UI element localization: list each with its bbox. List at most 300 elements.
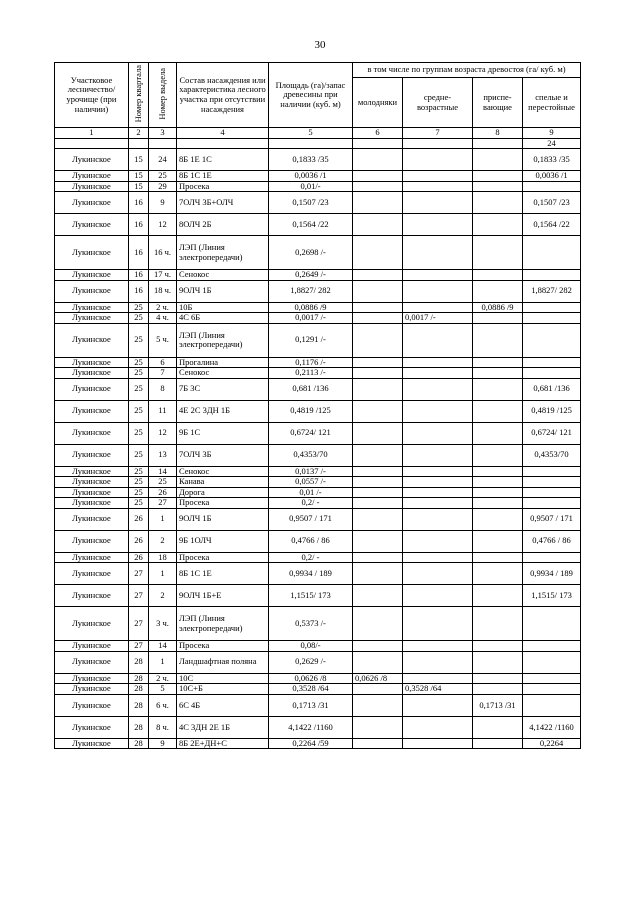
row-middle [403, 270, 473, 281]
row-forestry: Лукинское [55, 214, 129, 236]
row-forestry: Лукинское [55, 563, 129, 585]
row-section: 26 [149, 487, 177, 498]
row-quarter: 15 [129, 149, 149, 171]
row-mature [523, 694, 581, 716]
row-maturing [473, 323, 523, 357]
row-area: 0,01 /- [269, 487, 353, 498]
row-middle: 0,3528 /64 [403, 684, 473, 695]
row-mature: 0,1564 /22 [523, 214, 581, 236]
carry-over-row [55, 138, 581, 149]
row-young [353, 400, 403, 422]
row-section: 13 [149, 444, 177, 466]
row-area: 4,1422 /1160 [269, 716, 353, 738]
row-composition: 7Б 3С [177, 378, 269, 400]
row-middle [403, 400, 473, 422]
row-section: 1 [149, 508, 177, 530]
row-mature: 4,1422 /1160 [523, 716, 581, 738]
row-mature [523, 552, 581, 563]
row-maturing [473, 508, 523, 530]
table-row [55, 466, 581, 477]
row-young [353, 270, 403, 281]
row-maturing: 0,1713 /31 [473, 694, 523, 716]
row-mature: 0,1507 /23 [523, 192, 581, 214]
row-middle [403, 498, 473, 509]
row-young [353, 181, 403, 192]
row-young [353, 192, 403, 214]
row-area: 0,4819 /125 [269, 400, 353, 422]
row-middle [403, 357, 473, 368]
row-composition: ЛЭП (Линия электропередачи) [177, 236, 269, 270]
row-mature: 0,4353/70 [523, 444, 581, 466]
row-maturing [473, 530, 523, 552]
table-row [55, 236, 581, 270]
table-row [55, 280, 581, 302]
row-composition: 6С 4Б [177, 694, 269, 716]
column-number-row [55, 128, 581, 139]
row-forestry: Лукинское [55, 552, 129, 563]
row-mature: 1,1515/ 173 [523, 585, 581, 607]
row-middle [403, 236, 473, 270]
table-row [55, 563, 581, 585]
row-quarter: 16 [129, 280, 149, 302]
row-young [353, 313, 403, 324]
row-section: 27 [149, 498, 177, 509]
row-area: 0,681 /136 [269, 378, 353, 400]
row-maturing [473, 270, 523, 281]
row-middle [403, 563, 473, 585]
table-row [55, 477, 581, 488]
row-forestry: Лукинское [55, 149, 129, 171]
row-mature: 0,4766 / 86 [523, 530, 581, 552]
row-maturing [473, 563, 523, 585]
row-maturing [473, 368, 523, 379]
row-quarter: 26 [129, 552, 149, 563]
row-forestry: Лукинское [55, 684, 129, 695]
row-quarter: 27 [129, 607, 149, 641]
row-area: 0,2698 /- [269, 236, 353, 270]
row-composition: Просека [177, 498, 269, 509]
row-mature: 0,0036 /1 [523, 171, 581, 182]
row-composition: 7ОЛЧ 3Б+ОЛЧ [177, 192, 269, 214]
row-maturing [473, 171, 523, 182]
row-middle [403, 530, 473, 552]
row-section: 2 ч. [149, 673, 177, 684]
row-middle [403, 181, 473, 192]
row-mature: 0,681 /136 [523, 378, 581, 400]
carry-over-value: 24 [523, 138, 581, 149]
row-composition: Дорога [177, 487, 269, 498]
row-composition: 9ОЛЧ 1Б+Е [177, 585, 269, 607]
row-young [353, 280, 403, 302]
row-middle [403, 323, 473, 357]
row-area: 0,0626 /8 [269, 673, 353, 684]
row-forestry: Лукинское [55, 585, 129, 607]
row-section: 8 ч. [149, 716, 177, 738]
row-section: 2 [149, 585, 177, 607]
row-quarter: 25 [129, 357, 149, 368]
row-maturing [473, 149, 523, 171]
row-middle [403, 641, 473, 652]
row-mature [523, 236, 581, 270]
row-middle [403, 149, 473, 171]
row-composition: Канава [177, 477, 269, 488]
row-mature [523, 684, 581, 695]
row-young [353, 694, 403, 716]
row-middle [403, 607, 473, 641]
row-maturing [473, 716, 523, 738]
table-header [55, 63, 581, 149]
row-young [353, 378, 403, 400]
row-composition: 9ОЛЧ 1Б [177, 280, 269, 302]
row-maturing [473, 236, 523, 270]
row-forestry: Лукинское [55, 280, 129, 302]
row-mature [523, 270, 581, 281]
column-number: 5 [269, 128, 353, 139]
row-young [353, 563, 403, 585]
header-maturing: приспе-вающие [473, 78, 523, 128]
row-section: 6 ч. [149, 694, 177, 716]
table-row [55, 368, 581, 379]
row-quarter: 15 [129, 181, 149, 192]
header-forestry: Участковое лесничество/ урочище (при наличии) [55, 63, 129, 128]
row-area: 0,01/- [269, 181, 353, 192]
row-composition: 8Б 2Е+ДН+С [177, 738, 269, 749]
row-forestry: Лукинское [55, 477, 129, 488]
row-young [353, 552, 403, 563]
table-row [55, 302, 581, 313]
row-forestry: Лукинское [55, 323, 129, 357]
row-maturing [473, 684, 523, 695]
row-forestry: Лукинское [55, 368, 129, 379]
row-middle [403, 444, 473, 466]
table-row [55, 651, 581, 673]
table-row [55, 498, 581, 509]
row-young [353, 214, 403, 236]
row-quarter: 15 [129, 171, 149, 182]
row-composition: 9Б 1С [177, 422, 269, 444]
table-body [55, 149, 581, 749]
row-area: 0,1833 /35 [269, 149, 353, 171]
row-forestry: Лукинское [55, 181, 129, 192]
row-forestry: Лукинское [55, 716, 129, 738]
table-row [55, 684, 581, 695]
row-section: 3 ч. [149, 607, 177, 641]
row-young [353, 530, 403, 552]
row-forestry: Лукинское [55, 378, 129, 400]
row-maturing [473, 378, 523, 400]
row-maturing [473, 466, 523, 477]
row-maturing [473, 422, 523, 444]
row-young [353, 716, 403, 738]
row-maturing [473, 444, 523, 466]
row-young [353, 738, 403, 749]
row-middle [403, 368, 473, 379]
row-forestry: Лукинское [55, 508, 129, 530]
row-composition: Сенокос [177, 270, 269, 281]
table-row [55, 181, 581, 192]
table-row [55, 585, 581, 607]
table-row [55, 323, 581, 357]
header-mature: спелые и перестойные [523, 78, 581, 128]
row-quarter: 27 [129, 641, 149, 652]
row-area: 0,9934 / 189 [269, 563, 353, 585]
table-row [55, 530, 581, 552]
row-mature [523, 498, 581, 509]
row-area: 1,1515/ 173 [269, 585, 353, 607]
row-mature [523, 466, 581, 477]
row-mature [523, 357, 581, 368]
row-area: 0,2264 /59 [269, 738, 353, 749]
row-composition: 10С [177, 673, 269, 684]
row-forestry: Лукинское [55, 400, 129, 422]
table-row [55, 552, 581, 563]
header-composition: Состав насаждения или характеристика лесного участка при отсутствии насаждения [177, 63, 269, 128]
row-section: 2 ч. [149, 302, 177, 313]
row-forestry: Лукинское [55, 651, 129, 673]
row-mature [523, 673, 581, 684]
row-composition: 8ОЛЧ 2Б [177, 214, 269, 236]
row-quarter: 25 [129, 477, 149, 488]
row-composition: 10С+Б [177, 684, 269, 695]
row-quarter: 28 [129, 738, 149, 749]
row-young [353, 651, 403, 673]
column-number: 9 [523, 128, 581, 139]
row-forestry: Лукинское [55, 444, 129, 466]
row-section: 14 [149, 641, 177, 652]
table-row [55, 738, 581, 749]
row-section: 4 ч. [149, 313, 177, 324]
row-mature: 0,6724/ 121 [523, 422, 581, 444]
row-mature: 0,1833 /35 [523, 149, 581, 171]
row-section: 7 [149, 368, 177, 379]
row-middle: 0,0017 /- [403, 313, 473, 324]
row-quarter: 26 [129, 530, 149, 552]
row-young [353, 236, 403, 270]
row-young [353, 508, 403, 530]
row-young [353, 684, 403, 695]
row-section: 17 ч. [149, 270, 177, 281]
row-composition: 10Б [177, 302, 269, 313]
table-row [55, 694, 581, 716]
row-maturing [473, 192, 523, 214]
row-section: 6 [149, 357, 177, 368]
page-number: 30 [314, 39, 326, 51]
row-forestry: Лукинское [55, 694, 129, 716]
row-maturing [473, 280, 523, 302]
row-mature [523, 641, 581, 652]
row-area: 0,0886 /9 [269, 302, 353, 313]
row-maturing [473, 498, 523, 509]
table-row [55, 192, 581, 214]
column-number: 3 [149, 128, 177, 139]
row-section: 5 ч. [149, 323, 177, 357]
row-composition: 8Б 1С 1Е [177, 563, 269, 585]
row-quarter: 25 [129, 400, 149, 422]
row-young [353, 641, 403, 652]
row-area: 0,2629 /- [269, 651, 353, 673]
row-composition: 9Б 1ОЛЧ [177, 530, 269, 552]
row-composition: 8Б 1Е 1С [177, 149, 269, 171]
row-quarter: 28 [129, 651, 149, 673]
row-area: 1,8827/ 282 [269, 280, 353, 302]
row-section: 29 [149, 181, 177, 192]
row-section: 1 [149, 563, 177, 585]
row-area: 0,5373 /- [269, 607, 353, 641]
row-area: 0,08/- [269, 641, 353, 652]
table-row [55, 716, 581, 738]
row-quarter: 25 [129, 422, 149, 444]
column-number: 7 [403, 128, 473, 139]
row-maturing [473, 400, 523, 422]
column-number: 8 [473, 128, 523, 139]
header-age-groups: в том числе по группам возраста древостоя (га/ куб. м) [353, 63, 581, 78]
row-mature [523, 302, 581, 313]
row-composition: 4С 3ДН 2Е 1Б [177, 716, 269, 738]
row-forestry: Лукинское [55, 357, 129, 368]
row-area: 0,1176 /- [269, 357, 353, 368]
row-mature [523, 313, 581, 324]
row-maturing [473, 738, 523, 749]
row-section: 24 [149, 149, 177, 171]
row-mature [523, 368, 581, 379]
row-section: 25 [149, 171, 177, 182]
table-row [55, 641, 581, 652]
row-quarter: 25 [129, 323, 149, 357]
row-forestry: Лукинское [55, 313, 129, 324]
row-composition: Ландшафтная поляна [177, 651, 269, 673]
row-middle [403, 214, 473, 236]
row-mature [523, 323, 581, 357]
row-maturing [473, 585, 523, 607]
row-forestry: Лукинское [55, 236, 129, 270]
column-number: 2 [129, 128, 149, 139]
row-quarter: 27 [129, 585, 149, 607]
row-section: 8 [149, 378, 177, 400]
row-young [353, 357, 403, 368]
row-section: 18 [149, 552, 177, 563]
row-area: 0,4766 / 86 [269, 530, 353, 552]
row-forestry: Лукинское [55, 607, 129, 641]
row-maturing [473, 214, 523, 236]
row-young [353, 607, 403, 641]
row-maturing [473, 181, 523, 192]
table-row [55, 214, 581, 236]
row-middle [403, 585, 473, 607]
row-quarter: 25 [129, 487, 149, 498]
row-middle [403, 422, 473, 444]
row-maturing [473, 357, 523, 368]
row-young [353, 585, 403, 607]
table-row [55, 357, 581, 368]
row-composition: 9ОЛЧ 1Б [177, 508, 269, 530]
row-middle [403, 378, 473, 400]
row-maturing [473, 673, 523, 684]
row-area: 0,0017 /- [269, 313, 353, 324]
row-area: 0,1507 /23 [269, 192, 353, 214]
row-maturing [473, 607, 523, 641]
row-section: 1 [149, 651, 177, 673]
row-mature: 0,9934 / 189 [523, 563, 581, 585]
row-composition: ЛЭП (Линия электропередачи) [177, 607, 269, 641]
row-quarter: 16 [129, 270, 149, 281]
row-section: 2 [149, 530, 177, 552]
header-section: Номер выдела [149, 63, 177, 128]
table-row [55, 607, 581, 641]
row-forestry: Лукинское [55, 466, 129, 477]
row-mature [523, 487, 581, 498]
row-mature [523, 181, 581, 192]
row-young [353, 171, 403, 182]
row-forestry: Лукинское [55, 738, 129, 749]
row-mature: 0,2264 [523, 738, 581, 749]
row-area: 0,0036 /1 [269, 171, 353, 182]
row-composition: ЛЭП (Линия электропередачи) [177, 323, 269, 357]
table-row [55, 313, 581, 324]
row-section: 18 ч. [149, 280, 177, 302]
row-forestry: Лукинское [55, 422, 129, 444]
header-area: Площадь (га)/запас древесины при наличии (куб. м) [269, 63, 353, 128]
row-mature [523, 651, 581, 673]
row-quarter: 25 [129, 498, 149, 509]
row-middle [403, 487, 473, 498]
row-quarter: 28 [129, 684, 149, 695]
row-young [353, 422, 403, 444]
row-composition: 7ОЛЧ 3Б [177, 444, 269, 466]
row-area: 0,6724/ 121 [269, 422, 353, 444]
row-area: 0,1564 /22 [269, 214, 353, 236]
header-young: молодняки [353, 78, 403, 128]
row-quarter: 25 [129, 368, 149, 379]
row-middle [403, 466, 473, 477]
row-forestry: Лукинское [55, 498, 129, 509]
row-young [353, 302, 403, 313]
row-area: 0,2649 /- [269, 270, 353, 281]
column-number: 6 [353, 128, 403, 139]
row-middle [403, 552, 473, 563]
row-quarter: 25 [129, 444, 149, 466]
row-maturing [473, 313, 523, 324]
row-middle [403, 694, 473, 716]
row-section: 5 [149, 684, 177, 695]
row-composition: 4С 6Б [177, 313, 269, 324]
row-composition: Просека [177, 641, 269, 652]
row-middle [403, 302, 473, 313]
row-composition: 8Б 1С 1Е [177, 171, 269, 182]
row-middle [403, 738, 473, 749]
row-quarter: 16 [129, 236, 149, 270]
row-middle [403, 651, 473, 673]
row-forestry: Лукинское [55, 302, 129, 313]
table-row [55, 378, 581, 400]
row-quarter: 27 [129, 563, 149, 585]
row-maturing [473, 487, 523, 498]
row-quarter: 26 [129, 508, 149, 530]
row-section: 16 ч. [149, 236, 177, 270]
row-area: 0,3528 /64 [269, 684, 353, 695]
row-forestry: Лукинское [55, 171, 129, 182]
column-number: 1 [55, 128, 129, 139]
row-section: 12 [149, 214, 177, 236]
table-row [55, 171, 581, 182]
row-mature: 0,4819 /125 [523, 400, 581, 422]
row-middle [403, 673, 473, 684]
row-forestry: Лукинское [55, 270, 129, 281]
row-area: 0,0137 /- [269, 466, 353, 477]
header-quarter: Номер квартала [129, 63, 149, 128]
row-quarter: 16 [129, 214, 149, 236]
row-composition: Прогалина [177, 357, 269, 368]
row-quarter: 25 [129, 302, 149, 313]
